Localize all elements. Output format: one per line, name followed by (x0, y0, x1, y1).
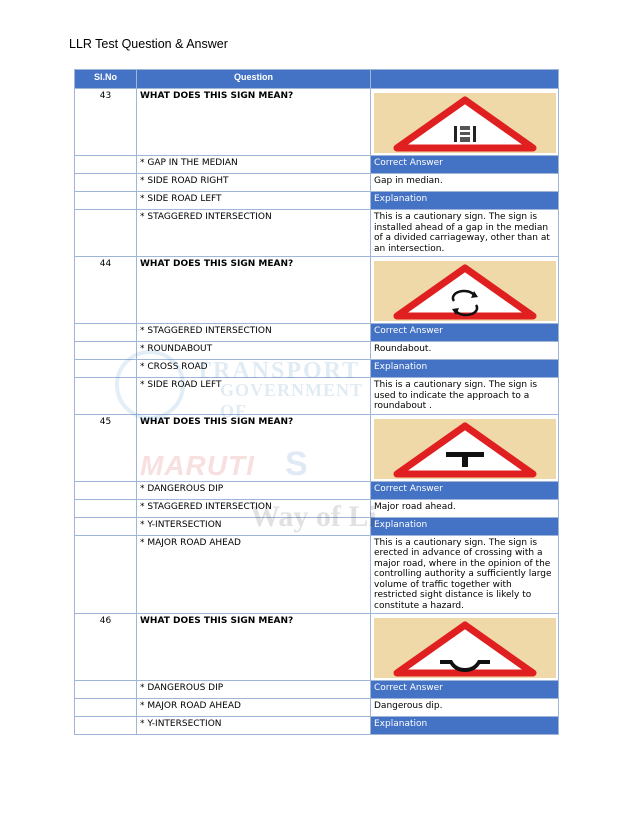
question-row (75, 89, 559, 156)
option-text: * ROUNDABOUT (137, 342, 371, 360)
correct-answer-label: Correct Answer (371, 156, 559, 174)
option-row (75, 378, 559, 415)
watermark-tagline: Way of Li (250, 500, 377, 533)
explanation-label: Explanation (371, 192, 559, 210)
option-text: * SIDE ROAD RIGHT (137, 174, 371, 192)
option-row (75, 681, 559, 699)
option-text: * CROSS ROAD (137, 360, 371, 378)
answer-text: Major road ahead. (371, 499, 559, 517)
watermark-line2: GOVERNMENT OF (220, 380, 363, 421)
explanation-label: Explanation (371, 360, 559, 378)
sign-image-cell (371, 89, 559, 156)
option-row (75, 174, 559, 192)
explanation-text: This is a cautionary sign. The sign is used to indicate the approach to a roundabout . (371, 378, 559, 415)
option-row (75, 342, 559, 360)
question-row (75, 257, 559, 324)
suzuki-logo-icon: S (285, 445, 308, 483)
option-row (75, 517, 559, 535)
option-row (75, 535, 559, 614)
explanation-label: Explanation (371, 517, 559, 535)
question-row (75, 414, 559, 481)
question-text: WHAT DOES THIS SIGN MEAN? (137, 257, 371, 324)
option-row (75, 499, 559, 517)
column-header-question: Question (137, 70, 371, 89)
sign-image-cell (371, 614, 559, 681)
question-row (75, 614, 559, 681)
option-text: * STAGGERED INTERSECTION (137, 499, 371, 517)
page-header-title: LLR Test Question & Answer (69, 37, 228, 51)
option-text: * GAP IN THE MEDIAN (137, 156, 371, 174)
option-text: * SIDE ROAD LEFT (137, 378, 371, 415)
option-text: * DANGEROUS DIP (137, 481, 371, 499)
question-text: WHAT DOES THIS SIGN MEAN? (137, 614, 371, 681)
question-number: 43 (75, 89, 137, 156)
option-row (75, 699, 559, 717)
question-number: 45 (75, 414, 137, 481)
answer-text: Roundabout. (371, 342, 559, 360)
option-text: * DANGEROUS DIP (137, 681, 371, 699)
question-text: WHAT DOES THIS SIGN MEAN? (137, 89, 371, 156)
option-text: * MAJOR ROAD AHEAD (137, 535, 371, 614)
option-text: * SIDE ROAD LEFT (137, 192, 371, 210)
major-road-ahead-sign-icon (374, 419, 556, 479)
column-header-blank (371, 70, 559, 89)
table-header-row (75, 70, 559, 89)
correct-answer-label: Correct Answer (371, 481, 559, 499)
roundabout-sign-icon (374, 261, 556, 321)
gap-in-median-sign-icon (374, 93, 556, 153)
option-row (75, 156, 559, 174)
column-header-slno: Sl.No (75, 70, 137, 89)
option-text: * Y-INTERSECTION (137, 517, 371, 535)
question-number: 46 (75, 614, 137, 681)
option-row (75, 210, 559, 257)
option-text: * STAGGERED INTERSECTION (137, 324, 371, 342)
option-text: * Y-INTERSECTION (137, 717, 371, 735)
sign-image-cell (371, 414, 559, 481)
watermark-line1: TRANSPORT (195, 358, 361, 384)
explanation-text: This is a cautionary sign. The sign is erected in advance of crossing with a major road, where in the opinion of the controlling authority a sufficiently large volume of traffic together with restricted sight distance is likely to constitute a hazard. (371, 535, 559, 614)
correct-answer-label: Correct Answer (371, 324, 559, 342)
answer-text: Gap in median. (371, 174, 559, 192)
dangerous-dip-sign-icon (374, 618, 556, 678)
sign-image-cell (371, 257, 559, 324)
explanation-label: Explanation (371, 717, 559, 735)
question-text: WHAT DOES THIS SIGN MEAN? (137, 414, 371, 481)
question-number: 44 (75, 257, 137, 324)
correct-answer-label: Correct Answer (371, 681, 559, 699)
explanation-text: This is a cautionary sign. The sign is installed ahead of a gap in the median of a divided carriageway, other than at an intersection. (371, 210, 559, 257)
option-row (75, 481, 559, 499)
option-row (75, 324, 559, 342)
answer-text: Dangerous dip. (371, 699, 559, 717)
option-row (75, 192, 559, 210)
option-row (75, 717, 559, 735)
option-row (75, 360, 559, 378)
option-text: * STAGGERED INTERSECTION (137, 210, 371, 257)
watermark-brand: MARUTI (140, 450, 255, 481)
option-text: * MAJOR ROAD AHEAD (137, 699, 371, 717)
question-table (74, 69, 559, 735)
